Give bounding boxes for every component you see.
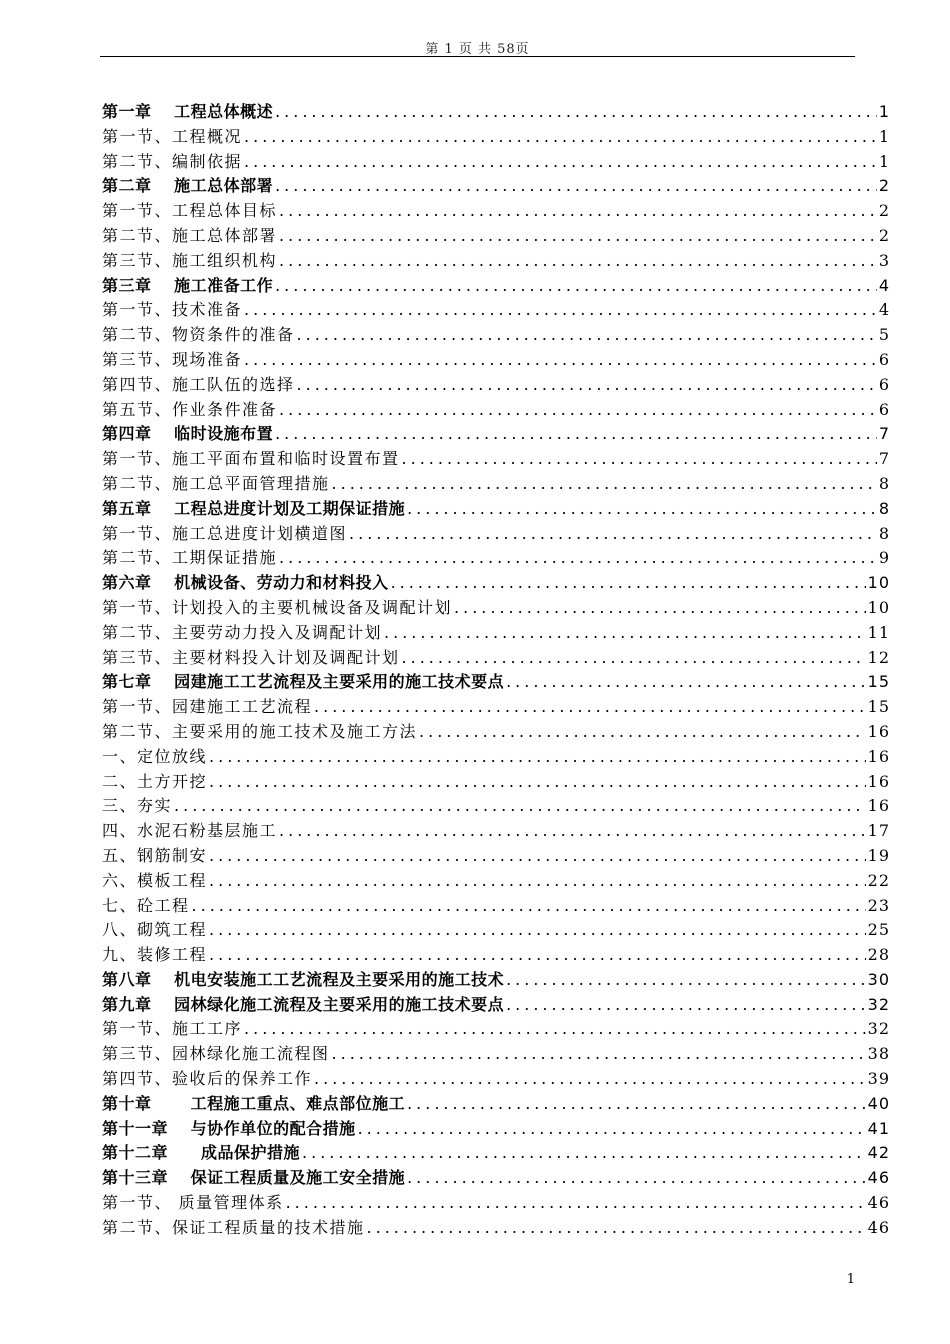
toc-entry-title: 第十章 工程施工重点、难点部位施工 [102,1093,406,1113]
toc-entry-title: 第四章 临时设施布置 [102,424,274,444]
toc-entry-title: 第二节、主要劳动力投入及调配计划 [102,622,383,642]
toc-entry-title: 一、定位放线 [102,746,208,766]
toc-entry-title: 七、砼工程 [102,895,190,915]
toc-dot-leader [407,497,877,522]
toc-chapter-entry[interactable] [102,174,890,199]
toc-entry-title: 第十三章 保证工程质量及施工安全措施 [102,1168,406,1188]
toc-dot-leader [314,695,866,720]
toc-section-entry[interactable] [102,794,890,819]
toc-page-number: 8 [878,498,890,518]
toc-page-number: 6 [878,349,890,369]
toc-entry-title: 第八章 机电安装施工工艺流程及主要采用的施工技术 [102,969,505,989]
toc-section-entry[interactable] [102,745,890,770]
toc-dot-leader [279,398,877,423]
toc-entry-title: 第二节、施工总平面管理措施 [102,473,330,493]
toc-section-entry[interactable] [102,348,890,373]
toc-section-entry[interactable] [102,695,890,720]
toc-dot-leader [286,1191,866,1216]
toc-entry-title: 第十一章 与协作单位的配合措施 [102,1118,356,1138]
toc-chapter-entry[interactable] [102,993,890,1018]
toc-chapter-entry[interactable] [102,100,890,125]
toc-dot-leader [275,100,877,125]
toc-chapter-entry[interactable] [102,497,890,522]
toc-page-number: 38 [867,1044,890,1064]
toc-page-number: 22 [867,870,890,890]
toc-dot-leader [275,422,877,447]
toc-entry-title: 八、砌筑工程 [102,920,208,940]
toc-entry-title: 第一节、技术准备 [102,300,243,320]
toc-dot-leader [454,596,866,621]
toc-chapter-entry[interactable] [102,670,890,695]
toc-section-entry[interactable] [102,447,890,472]
toc-section-entry[interactable] [102,1067,890,1092]
toc-section-entry[interactable] [102,869,890,894]
toc-section-entry[interactable] [102,894,890,919]
toc-section-entry[interactable] [102,943,890,968]
toc-dot-leader [275,174,877,199]
toc-entry-title: 第一节、园建施工工艺流程 [102,697,313,717]
toc-dot-leader [506,670,866,695]
toc-page-number: 15 [867,697,890,717]
toc-entry-title: 第四节、验收后的保养工作 [102,1069,313,1089]
toc-section-entry[interactable] [102,150,890,175]
toc-page-number: 2 [878,201,890,221]
toc-page-number: 15 [867,672,890,692]
toc-entry-title: 第二节、编制依据 [102,151,243,171]
toc-entry-title: 五、钢筋制安 [102,845,208,865]
toc-section-entry[interactable] [102,844,890,869]
toc-entry-title: 第三节、园林绿化施工流程图 [102,1044,330,1064]
toc-section-entry[interactable] [102,298,890,323]
toc-chapter-entry[interactable] [102,1117,890,1142]
toc-entry-title: 第一节、施工总进度计划横道图 [102,523,348,543]
toc-entry-title: 四、水泥石粉基层施工 [102,821,278,841]
toc-page-number: 4 [878,275,890,295]
toc-dot-leader [244,348,877,373]
toc-page-number: 1 [878,102,890,121]
header-divider [100,56,855,57]
toc-entry-title: 九、装修工程 [102,945,208,965]
toc-dot-leader [407,1166,866,1191]
toc-dot-leader [506,993,866,1018]
toc-dot-leader [419,720,866,745]
toc-dot-leader [297,323,877,348]
toc-entry-title: 第三节、施工组织机构 [102,250,278,270]
toc-chapter-entry[interactable] [102,1092,890,1117]
toc-chapter-entry[interactable] [102,1166,890,1191]
toc-page-number: 25 [867,920,890,940]
toc-entry-title: 第三章 施工准备工作 [102,275,274,295]
toc-page-number: 16 [867,721,890,741]
toc-section-entry[interactable] [102,224,890,249]
toc-page-number: 2 [878,176,890,196]
toc-page-number: 30 [867,969,890,989]
toc-page-number: 28 [867,945,890,965]
toc-dot-leader [209,918,866,943]
toc-page-number: 41 [867,1118,890,1138]
toc-page-number: 46 [867,1168,890,1188]
toc-dot-leader [391,571,866,596]
toc-section-entry[interactable] [102,398,890,423]
toc-page-number: 17 [867,821,890,841]
toc-entry-title: 第二章 施工总体部署 [102,176,274,196]
toc-dot-leader [279,249,877,274]
toc-page-number: 8 [878,473,890,493]
toc-section-entry[interactable] [102,125,890,150]
toc-entry-title: 第一节、 质量管理体系 [102,1193,284,1213]
toc-dot-leader [209,745,866,770]
toc-page-number: 6 [878,374,890,394]
toc-page-number: 32 [867,1019,890,1039]
toc-entry-title: 第六章 机械设备、劳动力和材料投入 [102,573,389,593]
toc-entry-title: 第二节、施工总体部署 [102,225,278,245]
toc-section-entry[interactable] [102,646,890,671]
toc-dot-leader [349,522,877,547]
toc-section-entry[interactable] [102,720,890,745]
toc-dot-leader [506,968,866,993]
toc-page-number: 8 [878,523,890,543]
toc-chapter-entry[interactable] [102,968,890,993]
toc-entry-title: 六、模板工程 [102,870,208,890]
toc-dot-leader [407,1092,866,1117]
toc-page-number: 2 [878,225,890,245]
toc-page-number: 39 [867,1069,890,1089]
toc-page-number: 42 [867,1143,890,1163]
toc-dot-leader [302,1141,866,1166]
toc-entry-title: 三、夯实 [102,796,173,816]
toc-page-number: 1 [878,151,890,171]
toc-dot-leader [192,894,866,919]
toc-dot-leader [209,869,866,894]
toc-entry-title: 第九章 园林绿化施工流程及主要采用的施工技术要点 [102,994,505,1014]
toc-section-entry[interactable] [102,249,890,274]
toc-dot-leader [275,274,877,299]
toc-entry-title: 第一节、工程总体目标 [102,201,278,221]
toc-dot-leader [367,1216,866,1241]
toc-entry-title: 二、土方开挖 [102,771,208,791]
toc-section-entry[interactable] [102,621,890,646]
toc-section-entry[interactable] [102,918,890,943]
toc-dot-leader [314,1067,866,1092]
toc-page-number: 4 [878,300,890,320]
toc-page-number: 3 [878,250,890,270]
toc-page-number: 19 [867,845,890,865]
toc-page-number: 16 [867,771,890,791]
table-of-contents [102,100,890,1241]
toc-page-number: 11 [867,622,890,642]
toc-section-entry[interactable] [102,1017,890,1042]
toc-entry-title: 第一节、计划投入的主要机械设备及调配计划 [102,597,453,617]
toc-dot-leader [244,150,877,175]
toc-section-entry[interactable] [102,522,890,547]
toc-entry-title: 第一章 工程总体概述 [102,102,274,121]
toc-entry-title: 第二节、物资条件的准备 [102,325,295,345]
toc-page-number: 32 [867,994,890,1014]
toc-dot-leader [209,943,866,968]
toc-dot-leader [297,373,877,398]
toc-entry-title: 第十二章 成品保护措施 [102,1143,301,1163]
toc-dot-leader [332,472,877,497]
toc-page-number: 7 [878,424,890,444]
toc-page-number: 7 [878,449,890,469]
toc-dot-leader [209,844,866,869]
toc-section-entry[interactable] [102,1191,890,1216]
toc-page-number: 16 [867,796,890,816]
toc-section-entry[interactable] [102,819,890,844]
toc-section-entry[interactable] [102,596,890,621]
toc-chapter-entry[interactable] [102,422,890,447]
toc-entry-title: 第二节、主要采用的施工技术及施工方法 [102,721,418,741]
toc-dot-leader [279,224,877,249]
toc-entry-title: 第一节、施工工序 [102,1019,243,1039]
toc-chapter-entry[interactable] [102,1141,890,1166]
toc-dot-leader [174,794,866,819]
toc-page-number: 16 [867,746,890,766]
page-header: 第 1 页 共 58页 [425,42,530,57]
toc-entry-title: 第一节、工程概况 [102,126,243,146]
toc-dot-leader [358,1117,866,1142]
toc-section-entry[interactable] [102,1042,890,1067]
toc-chapter-entry[interactable] [102,274,890,299]
toc-dot-leader [244,125,877,150]
toc-entry-title: 第二节、工期保证措施 [102,548,278,568]
toc-dot-leader [209,770,866,795]
toc-section-entry[interactable] [102,770,890,795]
toc-page-number: 5 [878,325,890,345]
toc-section-entry[interactable] [102,1216,890,1241]
toc-entry-title: 第一节、施工平面布置和临时设置布置 [102,449,400,469]
toc-section-entry[interactable] [102,323,890,348]
toc-section-entry[interactable] [102,472,890,497]
toc-page-number: 12 [867,647,890,667]
toc-entry-title: 第七章 园建施工工艺流程及主要采用的施工技术要点 [102,672,505,692]
toc-page-number: 10 [867,573,890,593]
toc-dot-leader [384,621,866,646]
toc-dot-leader [332,1042,866,1067]
toc-section-entry[interactable] [102,199,890,224]
toc-page-number: 10 [867,597,890,617]
toc-dot-leader [244,298,877,323]
toc-page-number: 40 [867,1093,890,1113]
toc-entry-title: 第五章 工程总进度计划及工期保证措施 [102,498,406,518]
toc-dot-leader [244,1017,866,1042]
toc-page-number: 23 [867,895,890,915]
toc-entry-title: 第三节、主要材料投入计划及调配计划 [102,647,400,667]
toc-page-number: 46 [867,1193,890,1213]
toc-dot-leader [279,199,877,224]
toc-page-number: 46 [867,1217,890,1237]
toc-section-entry[interactable] [102,373,890,398]
toc-dot-leader [279,819,866,844]
toc-entry-title: 第五节、作业条件准备 [102,399,278,419]
toc-page-number: 1 [878,126,890,146]
toc-page-number: 6 [878,399,890,419]
footer-page-number: 1 [846,1272,855,1287]
toc-entry-title: 第四节、施工队伍的选择 [102,374,295,394]
toc-chapter-entry[interactable] [102,571,890,596]
toc-entry-title: 第三节、现场准备 [102,349,243,369]
toc-entry-title: 第二节、保证工程质量的技术措施 [102,1217,365,1237]
toc-dot-leader [279,546,877,571]
toc-dot-leader [402,447,877,472]
toc-dot-leader [402,646,866,671]
toc-page-number: 9 [878,548,890,568]
toc-section-entry[interactable] [102,546,890,571]
